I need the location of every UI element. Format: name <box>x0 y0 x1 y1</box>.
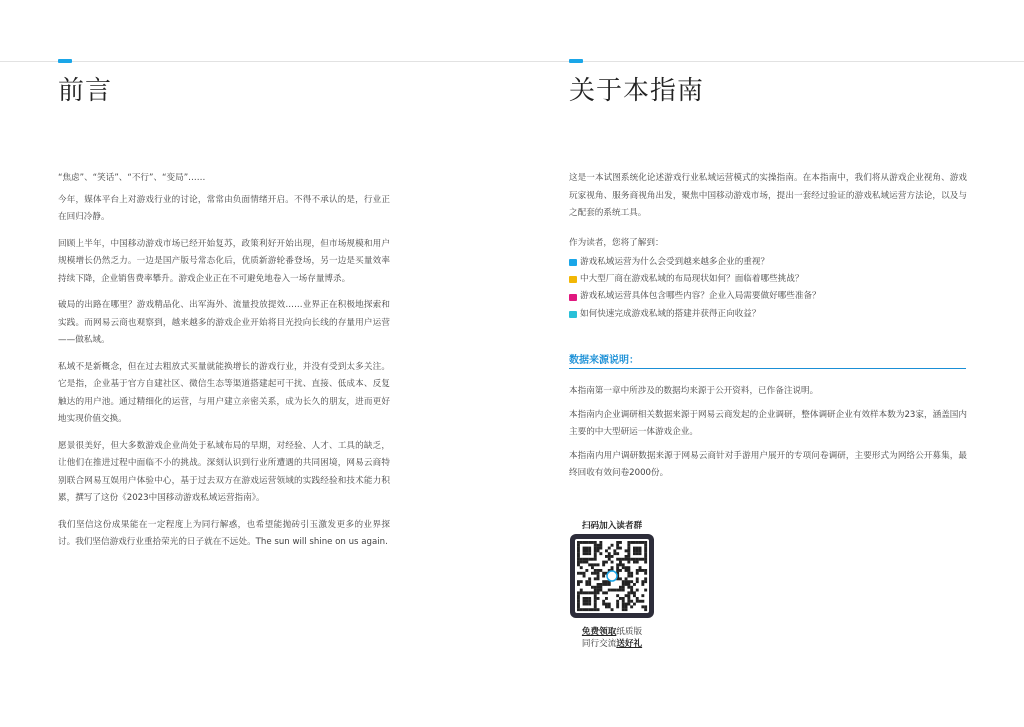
question-text: 游戏私域运营为什么会受到越来越多企业的重视？ <box>580 257 770 267</box>
preface-paragraph: 破局的出路在哪里？游戏精品化、出军海外、流量投放提效……业界正在积极地探索和实践。而网易云商也观察到，越来越多的游戏企业开始将目光投向长线的存量用户运营——做私域。 <box>58 300 390 345</box>
preface-paragraph: “焦虑”、“笑话”、“不行”、“变局”…… <box>58 173 206 183</box>
data-source-paragraph: 本指南内用户调研数据来源于网易云商针对手游用户展开的专项问卷调研，主要形式为网络公开募集，最终回收有效问卷2000份。 <box>569 450 967 478</box>
question-bullet-icon <box>569 294 577 301</box>
question-bullet-icon <box>569 311 577 318</box>
data-source-heading: 数据来源说明： <box>569 355 639 366</box>
question-item <box>569 288 967 305</box>
preface-title: 前言 <box>58 76 113 106</box>
preface-paragraph: 今年，媒体平台上对游戏行业的讨论，常常由负面情绪开启。不得不承认的是，行业正在回归冷静。 <box>58 194 390 222</box>
question-bullet-icon <box>569 276 577 283</box>
question-item <box>569 271 967 288</box>
qr-heading: 扫码加入读者群 <box>581 521 643 531</box>
preface-paragraph: 私域不是新概念，但在过去粗放式买量就能换增长的游戏行业，并没有受到太多关注。它是指，企业基于官方自建社区、微信生态等渠道搭建起可干扰、直接、低成本、反复触达的用户池。通过精细化的运营，与用户建立亲密关系，成为长久的朋友，进而更好地实现价值交换。 <box>58 361 390 424</box>
data-source-body <box>569 383 967 489</box>
question-list <box>569 254 967 323</box>
qr-code[interactable] <box>570 534 654 618</box>
qr-caption-exchange <box>566 637 658 649</box>
left-title-accent <box>58 59 72 63</box>
guide-intro: 这是一本试图系统化论述游戏行业私域运营模式的实操指南。在本指南中，我们将从游戏企业视角、游戏玩家视角、服务商视角出发，聚焦中国移动游戏市场，提出一套经过验证的游戏私域运营方法论，以及与之配套的系统工具。 <box>569 173 967 218</box>
qr-code-image <box>575 539 649 613</box>
paper-edition-label: 纸质版 <box>616 627 643 637</box>
question-item <box>569 254 967 271</box>
preface-paragraph: 愿景很美好，但大多数游戏企业尚处于私域布局的早期，对经验、人才、工具的缺乏，让他们在推进过程中面临不小的挑战。深刻认识到行业所遭遇的共同困境，网易云商特别联合网易互娱用户体验中心，基于过去双方在游戏运营领域的实践经验和技术能力积累，撰写了这份《2023中国移动游戏私域运营指南》。 <box>58 440 390 503</box>
preface-body <box>58 170 390 561</box>
gift-label: 送好礼 <box>616 639 643 649</box>
data-source-divider <box>569 368 966 369</box>
about-guide-title: 关于本指南 <box>569 76 705 106</box>
preface-paragraph: 我们坚信这份成果能在一定程度上为同行解惑，也希望能抛砖引玉激发更多的业界探讨。我们坚信游戏行业重拾荣光的日子就在不远处。The sun will shine on us again. <box>58 519 390 547</box>
question-text: 如何快速完成游戏私域的搭建并获得正向收益？ <box>580 308 761 319</box>
question-text: 游戏私域运营具体包含哪些内容？企业入局需要做好哪些准备？ <box>580 291 821 302</box>
about-guide-body <box>569 170 967 323</box>
top-divider <box>0 61 1024 62</box>
question-item <box>569 306 967 323</box>
preface-paragraph: 回顾上半年，中国移动游戏市场已经开始复苏，政策利好开始出现，但市场规模和用户规模增长仍然乏力。一边是国产版号常态化后，优质新游轮番登场，另一边是买量效率持续下降，企业销售费率攀升。游戏企业正在不可避免地卷入一场存量博杀。 <box>58 238 390 284</box>
peer-exchange-label: 同行交流 <box>581 639 617 649</box>
qr-caption-free-copy <box>566 625 658 637</box>
right-title-accent <box>569 59 583 63</box>
reader-intro: 作为读者，您将了解到： <box>569 237 664 248</box>
question-text: 中大型厂商在游戏私域的布局现状如何？面临着哪些挑战？ <box>580 274 804 285</box>
data-source-paragraph: 本指南第一章中所涉及的数据均来源于公开资料，已作备注说明。 <box>569 386 819 396</box>
question-bullet-icon <box>569 259 577 266</box>
free-claim-label: 免费领取 <box>581 627 617 637</box>
qr-pattern-icon <box>575 539 649 613</box>
data-source-paragraph: 本指南内企业调研相关数据来源于网易云商发起的企业调研，整体调研企业有效样本数为23家，涵盖国内主要的中大型研运一体游戏企业。 <box>569 409 967 437</box>
